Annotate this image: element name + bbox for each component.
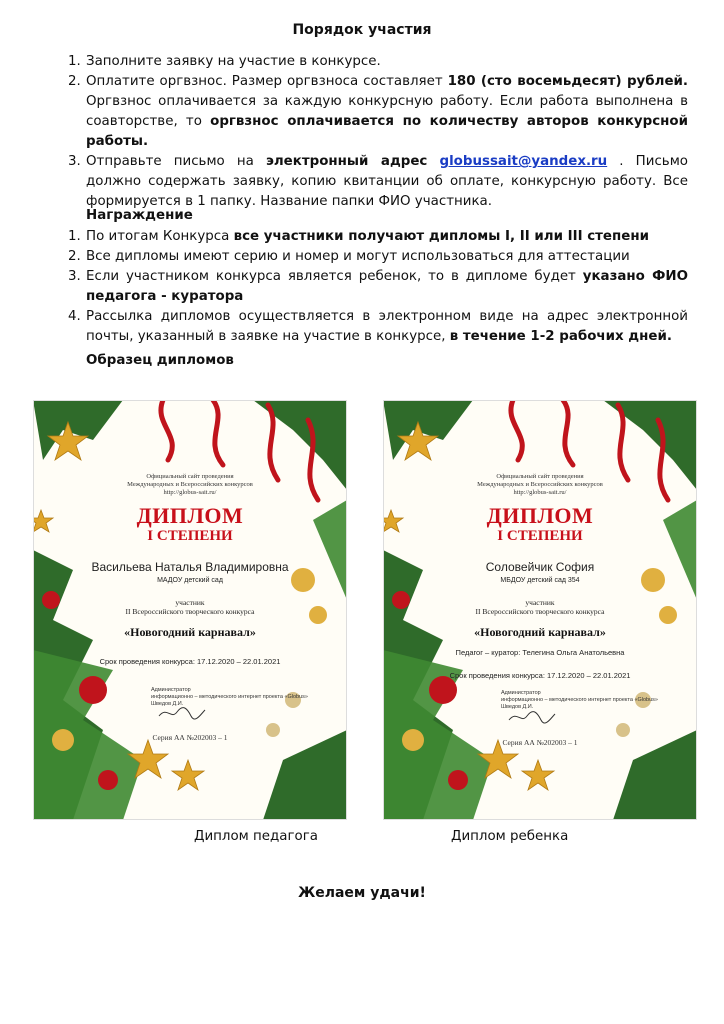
diploma-teacher-image [33, 400, 347, 820]
email-link[interactable]: globussait@yandex.ru [439, 154, 608, 169]
diploma-recipient: Васильева Наталья Владимировна [91, 560, 289, 574]
diploma-org: Официальный сайт проведения Международных и Всероссийских конкурсов http://globus-sait.ru/ [477, 473, 603, 496]
list-item: 3. Отправьте письмо на электронный адрес globussait@yandex.ru . Письмо должно содержать заявку, копию квитанции об оплате, конкурсную работу. Все формируется в 1 папку. Название папки ФИО участника. [68, 154, 688, 209]
diploma-admin: Администратор информационно – методического интернет проекта «Globus» Шведов Д.И. [151, 687, 308, 707]
diploma-degree: I СТЕПЕНИ [147, 528, 233, 544]
diploma-dates: Срок проведения конкурса: 17.12.2020 – 22.01.2021 [99, 657, 281, 666]
diploma-org: Официальный сайт проведения Международных и Всероссийских конкурсов http://globus-sait.ru/ [127, 473, 253, 496]
signature-icon [507, 708, 557, 726]
diploma-degree: I СТЕПЕНИ [497, 528, 583, 544]
awards-list [68, 227, 688, 347]
diploma-series: Серия АА №202003 – 1 [502, 738, 578, 747]
diploma-role: участник II Всероссийского творческого конкурса [125, 598, 255, 616]
list-item: 2. Оплатите оргвзнос. Размер оргвзноса составляет 180 (сто восемьдесят) рублей. Оргвзнос оплачивается за каждую конкурсную работу. Если работа выполнена в соавторстве, то оргвзнос оплачивается по количеству авторов конкурсной работы. [68, 74, 689, 149]
diploma-institution: МБДОУ детский сад 354 [500, 577, 580, 584]
diploma-title: ДИПЛОМ [136, 503, 244, 528]
diploma-admin: Администратор информационно – методического интернет проекта «Globus» Шведов Д.И. [501, 690, 658, 710]
caption-teacher: Диплом педагога [194, 829, 318, 844]
page-title: Порядок участия [292, 22, 432, 38]
award-heading: Награждение [86, 208, 193, 223]
steps-list [68, 52, 688, 212]
list-item: 3. Если участником конкурса является ребенок, то в дипломе будет указано ФИО педагога - куратора [68, 269, 688, 304]
list-item: 1. По итогам Конкурса все участники получают дипломы I, II или III степени [68, 229, 649, 244]
caption-child: Диплом ребенка [451, 829, 569, 844]
diploma-series: Серия АА №202003 – 1 [152, 733, 228, 742]
list-item: 4. Рассылка дипломов осуществляется в электронном виде на адрес электронной почты, указанный в заявке на участие в конкурсе, в течение 1-2 рабочих дней. [68, 309, 688, 344]
diploma-curator: Педагог – куратор: Телегина Ольга Анатольевна [455, 648, 625, 657]
diploma-title: ДИПЛОМ [486, 503, 594, 528]
diploma-child-image [383, 400, 697, 820]
diploma-dates: Срок проведения конкурса: 17.12.2020 – 22.01.2021 [449, 671, 631, 680]
diploma-institution: МАДОУ детский сад [157, 577, 223, 584]
list-item: 2. Все дипломы имеют серию и номер и могут использоваться для аттестации [68, 249, 630, 264]
sample-heading: Образец дипломов [86, 353, 234, 368]
diploma-role: участник II Всероссийского творческого конкурса [475, 598, 605, 616]
signature-icon [157, 704, 207, 722]
diploma-contest: «Новогодний карнавал» [124, 625, 256, 639]
diploma-recipient: Соловейчик София [485, 560, 595, 574]
closing-wish: Желаем удачи! [298, 885, 426, 901]
diploma-contest: «Новогодний карнавал» [474, 625, 606, 639]
list-item: 1. Заполните заявку на участие в конкурсе. [68, 54, 381, 69]
